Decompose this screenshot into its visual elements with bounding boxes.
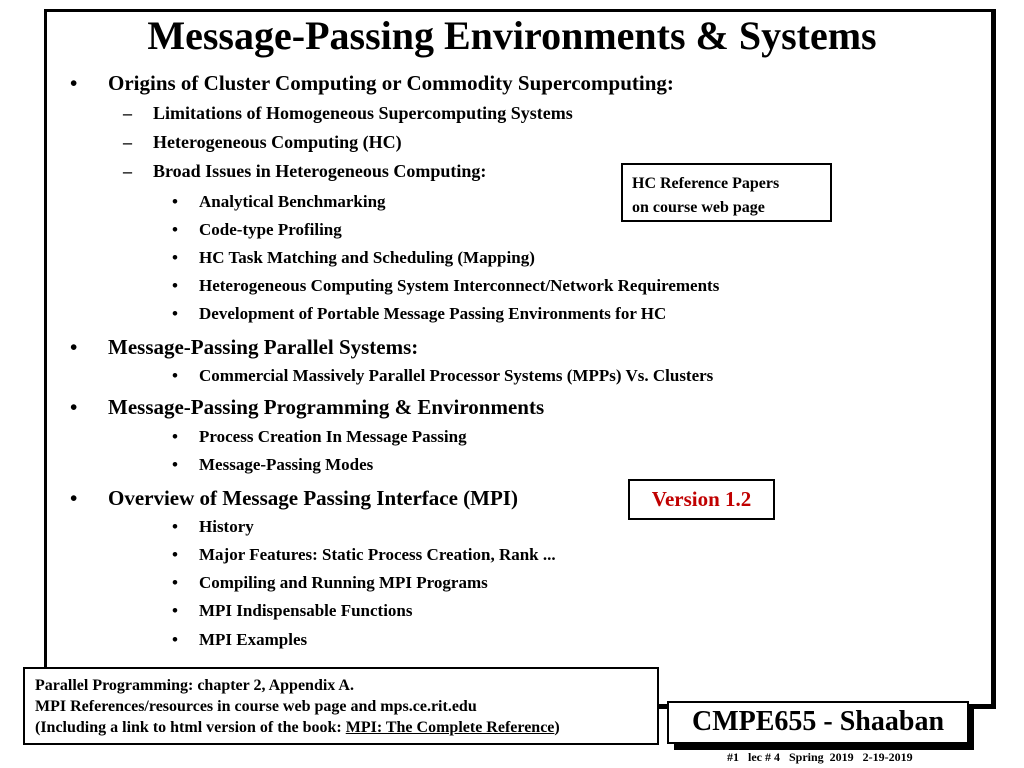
outline-item-mapping: HC Task Matching and Scheduling (Mapping) (199, 248, 535, 267)
outline-item-mp-modes: Message-Passing Modes (199, 455, 374, 474)
outline-item-history: History (199, 517, 254, 536)
bullet-marker: • (172, 455, 178, 474)
bullet-marker: • (172, 366, 178, 385)
outline-item-mp-systems: Message-Passing Parallel Systems: (108, 335, 419, 359)
note-line: HC Reference Papers (632, 175, 780, 192)
outline-item-compiling: Compiling and Running MPI Programs (199, 573, 488, 592)
outline-item-portable-env: Development of Portable Message Passing Environments for HC (199, 304, 667, 323)
slide-title: Message-Passing Environments & Systems (147, 13, 877, 58)
note-line: on course web page (632, 199, 765, 216)
bullet-marker: • (172, 427, 178, 446)
bullet-marker: • (70, 486, 78, 510)
slide-footer: #1 lec # 4 Spring 2019 2-19-2019 (727, 750, 913, 764)
outline-item-limitations: Limitations of Homogeneous Supercomputing Systems (153, 103, 573, 123)
references-line (35, 717, 657, 738)
references-prefix: (Including a link to html version of the book: (35, 719, 346, 736)
bullet-marker: • (172, 601, 178, 620)
references-line: MPI References/resources in course web page and mps.ce.rit.edu (35, 698, 477, 715)
dash-marker: – (123, 103, 132, 123)
references-line: Parallel Programming: chapter 2, Appendix A. (35, 677, 354, 694)
outline-item-profiling: Code-type Profiling (199, 220, 342, 239)
bullet-marker: • (70, 335, 78, 359)
bullet-marker: • (172, 192, 178, 211)
bullet-marker: • (172, 248, 178, 267)
outline-item-functions: MPI Indispensable Functions (199, 601, 413, 620)
bullet-marker: • (172, 517, 178, 536)
bullet-marker: • (172, 276, 178, 295)
bullet-marker: • (172, 304, 178, 323)
outline-item-interconnect: Heterogeneous Computing System Interconnect/Network Requirements (199, 276, 720, 295)
outline-item-origins: Origins of Cluster Computing or Commodity Supercomputing: (108, 71, 674, 95)
bullet-marker: • (172, 630, 178, 649)
bullet-marker: • (172, 545, 178, 564)
bullet-marker: • (172, 573, 178, 592)
outline-item-broad-issues: Broad Issues in Heterogeneous Computing: (153, 161, 487, 181)
version-label: Version 1.2 (628, 479, 775, 520)
outline-item-hc: Heterogeneous Computing (HC) (153, 132, 402, 152)
references-suffix: ) (554, 719, 560, 736)
outline-item-process-creation: Process Creation In Message Passing (199, 427, 467, 446)
mpi-complete-reference-link[interactable]: MPI: The Complete Reference (345, 719, 555, 736)
references-box (23, 667, 659, 745)
dash-marker: – (123, 132, 132, 152)
outline-item-examples: MPI Examples (199, 630, 308, 649)
outline-item-mpp-vs-clusters: Commercial Massively Parallel Processor Systems (MPPs) Vs. Clusters (199, 366, 714, 385)
outline-item-benchmarking: Analytical Benchmarking (199, 192, 386, 211)
outline-item-major-features: Major Features: Static Process Creation, Rank ... (199, 545, 556, 564)
bullet-marker: • (70, 71, 78, 95)
course-badge: CMPE655 - Shaaban (667, 701, 969, 744)
hc-reference-note (621, 163, 832, 222)
outline-item-mpi-overview: Overview of Message Passing Interface (MPI) (108, 486, 518, 510)
dash-marker: – (123, 161, 132, 181)
bullet-marker: • (172, 220, 178, 239)
outline-item-mp-programming: Message-Passing Programming & Environments (108, 395, 545, 419)
bullet-marker: • (70, 395, 78, 419)
